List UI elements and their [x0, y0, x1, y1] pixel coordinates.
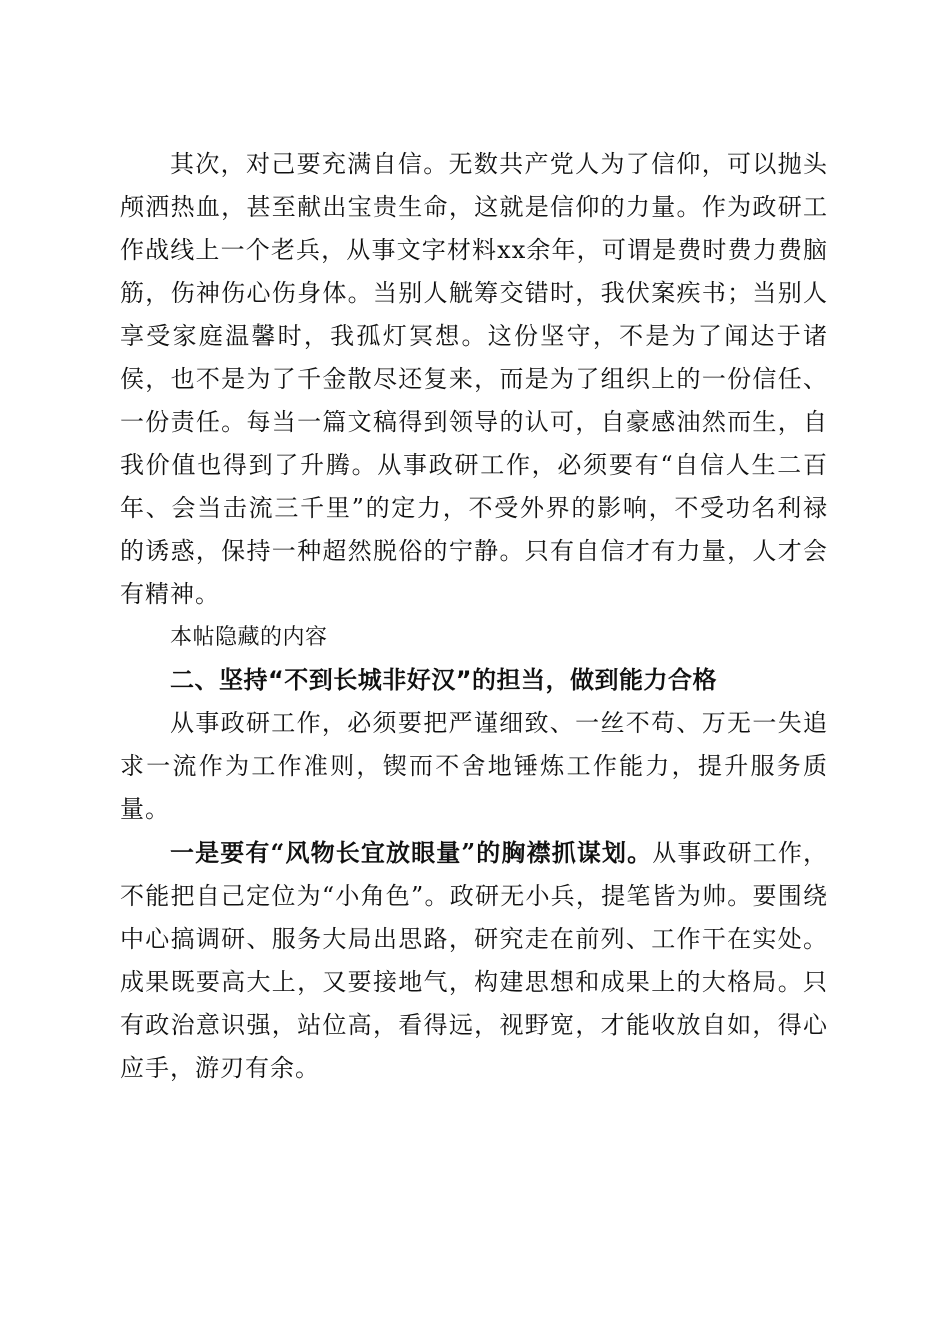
hidden-content-note: 本帖隐藏的内容	[170, 625, 328, 650]
paragraph-planning	[120, 831, 828, 1090]
paragraph-planning-lead: 一是要有“风物长宜放眼量”的胸襟抓谋划。	[170, 838, 653, 867]
paragraph-work-standards: 从事政研工作，必须要把严谨细致、一丝不苟、万无一失追求一流作为工作准则，锲而不舍地锤炼工作能力，提升服务质量。	[120, 709, 828, 823]
document-body	[120, 143, 828, 1090]
section-heading: 二、坚持“不到长城非好汉”的担当，做到能力合格	[170, 666, 718, 694]
paragraph-planning-body: 从事政研工作，不能把自己定位为“小角色”。政研无小兵，提笔皆为帅。要围绕中心搞调研、服务大局出思路，研究走在前列、工作干在实处。成果既要高大上，又要接地气，构建思想和成果上的大格局。只有政治意识强，站位高，看得远，视野宽，才能收放自如，得心应手，游刃有余。	[120, 839, 829, 1082]
paragraph-self-confidence: 其次，对己要充满自信。无数共产党人为了信仰，可以抛头颅洒热血，甚至献出宝贵生命，这就是信仰的力量。作为政研工作战线上一个老兵，从事文字材料xx余年，可谓是费时费力费脑筋，伤神伤心伤身体。当别人觥筹交错时，我伏案疾书；当别人享受家庭温馨时，我孤灯冥想。这份坚守，不是为了闻达于诸侯，也不是为了千金散尽还复来，而是为了组织上的一份信任、一份责任。每当一篇文稿得到领导的认可，自豪感油然而生，自我价值也得到了升腾。从事政研工作，必须要有“自信人生二百年、会当击流三千里”的定力，不受外界的影响，不受功名利禄的诱惑，保持一种超然脱俗的宁静。只有自信才有力量，人才会有精神。	[120, 150, 828, 608]
